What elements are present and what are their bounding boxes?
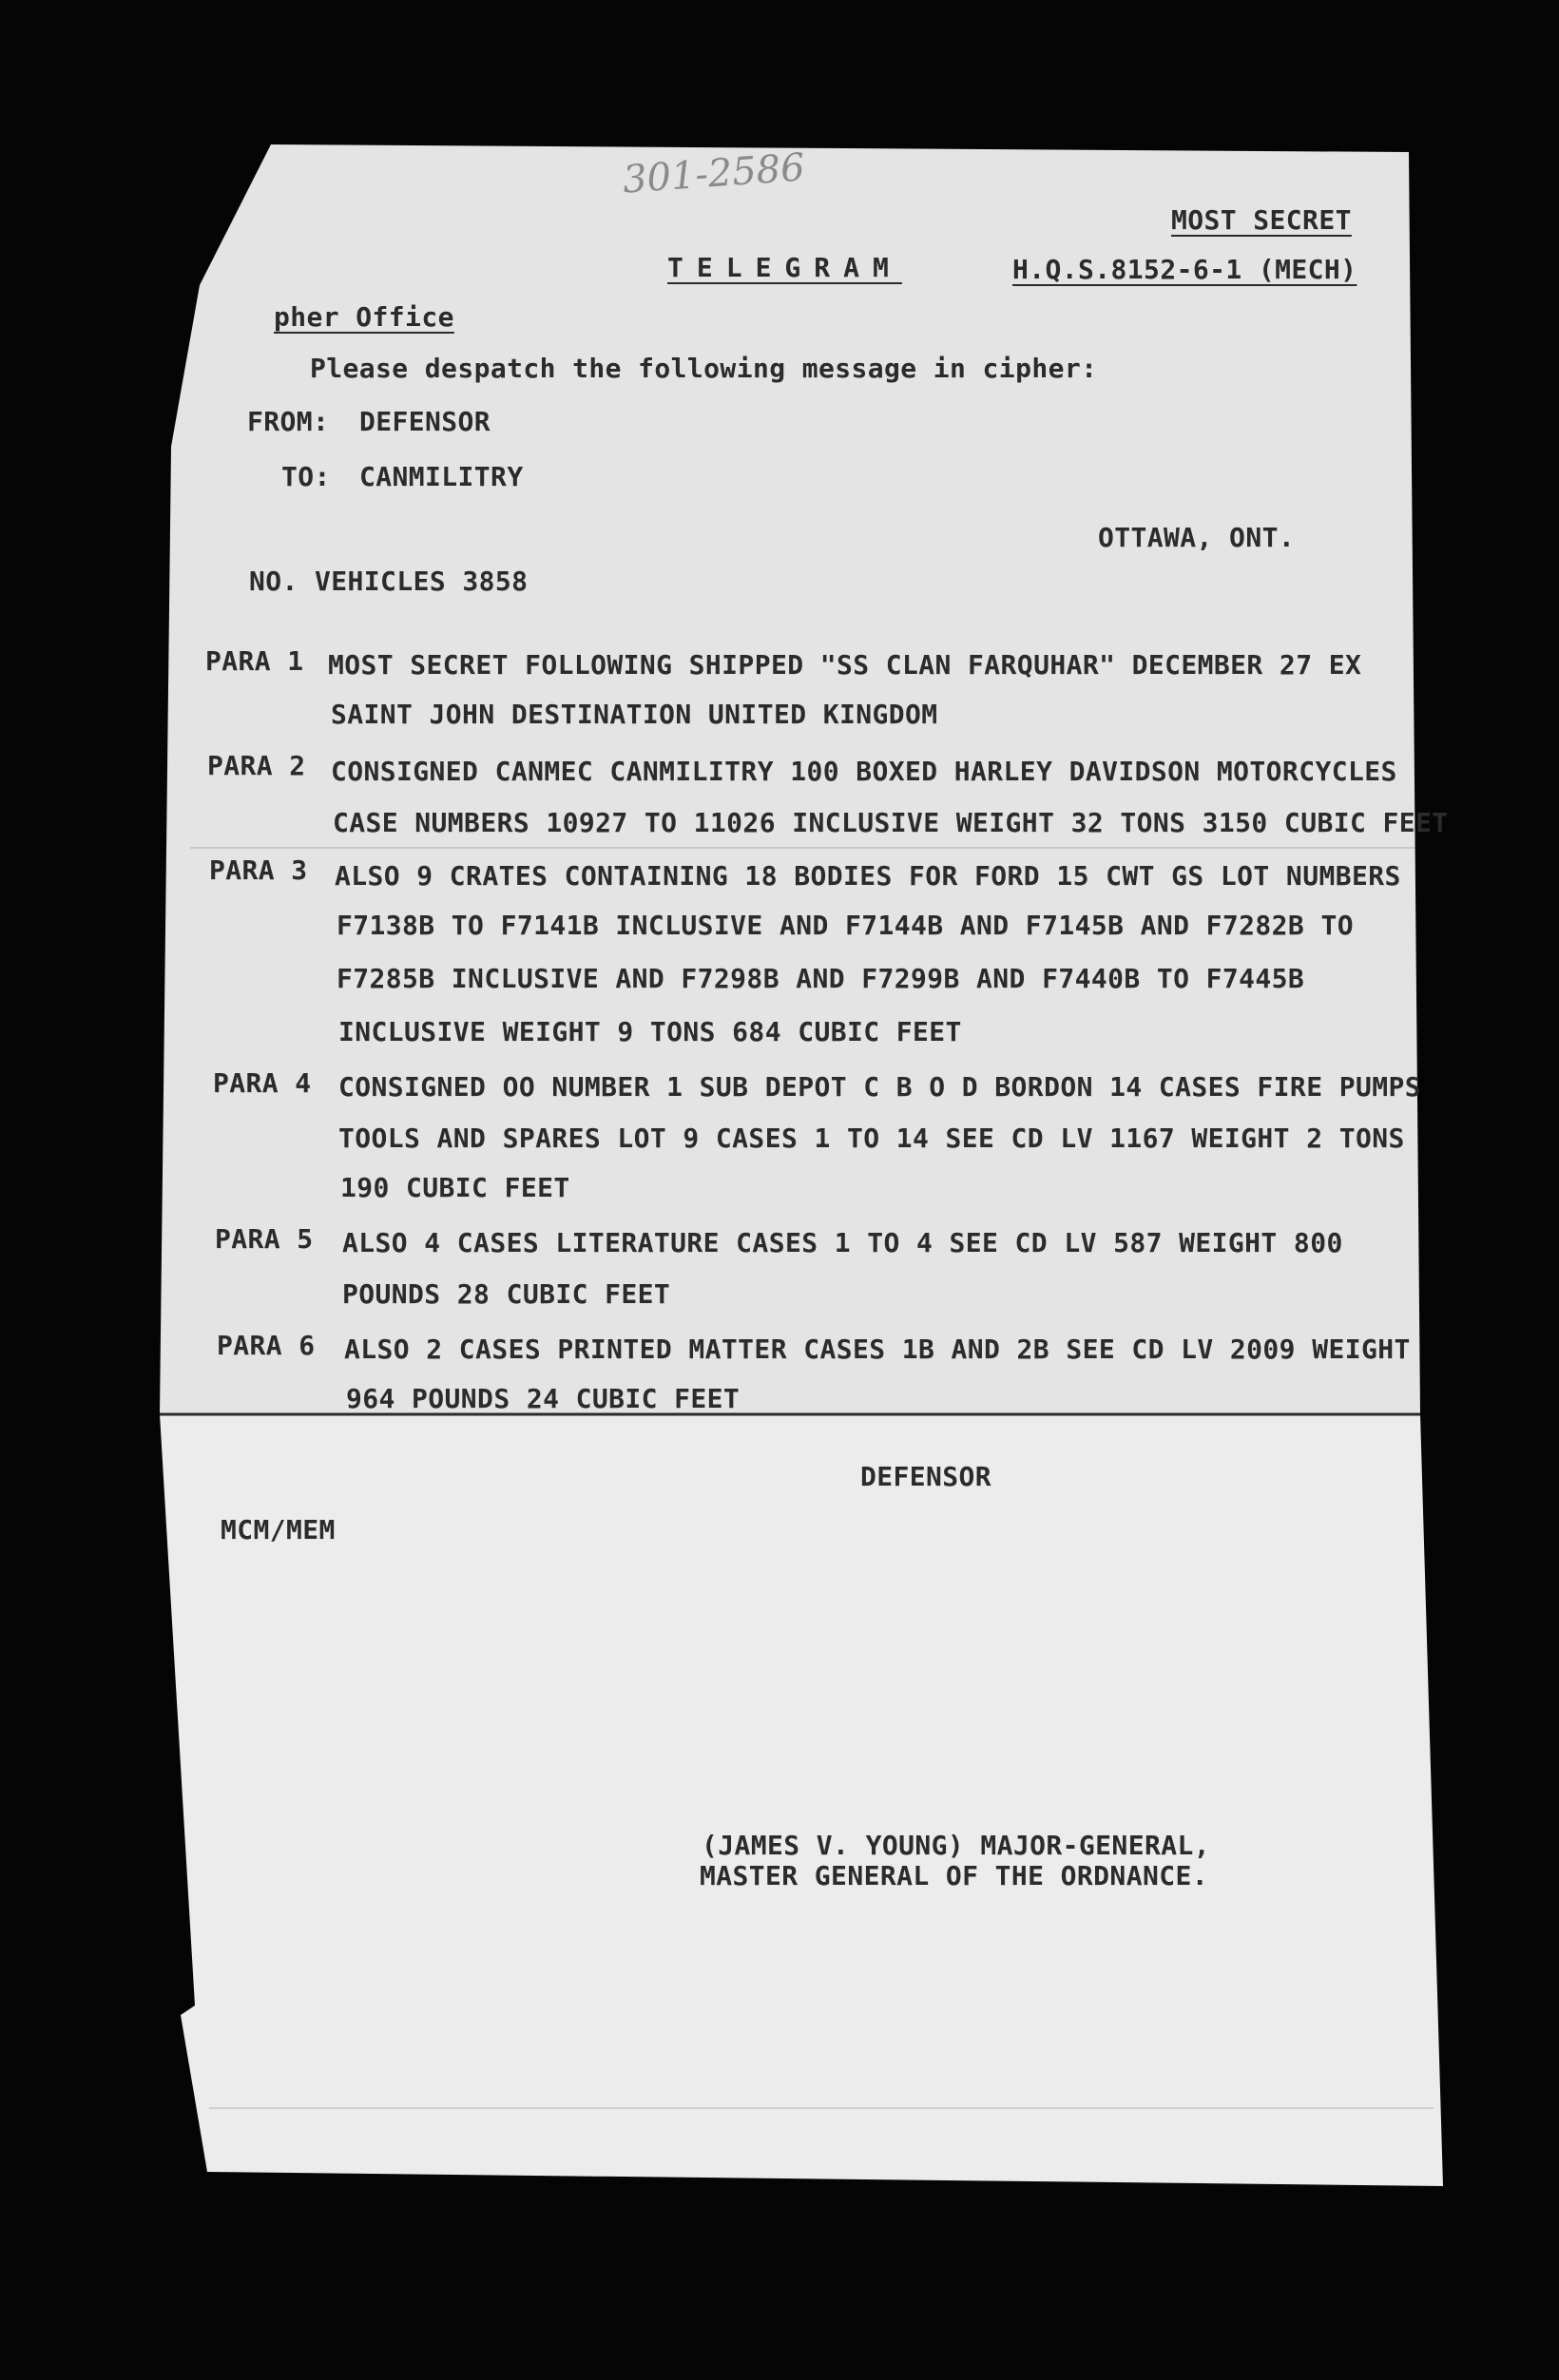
to-value: CANMILITRY: [359, 461, 524, 492]
para-line: F7138B TO F7141B INCLUSIVE AND F7144B AND F7145B AND F7282B TO: [337, 910, 1354, 941]
para-line: F7285B INCLUSIVE AND F7298B AND F7299B AND F7440B TO F7445B: [337, 963, 1305, 994]
addressee: pher Office: [274, 301, 454, 333]
signature-name: (JAMES V. YOUNG) MAJOR-GENERAL,: [702, 1830, 1210, 1861]
para-line: SAINT JOHN DESTINATION UNITED KINGDOM: [331, 699, 938, 730]
handwritten-reference: 301-2586: [621, 145, 807, 202]
para-line: INCLUSIVE WEIGHT 9 TONS 684 CUBIC FEET: [338, 1016, 962, 1047]
signature-title: MASTER GENERAL OF THE ORDNANCE.: [700, 1860, 1208, 1891]
para-line: CONSIGNED OO NUMBER 1 SUB DEPOT C B O D BORDON 14 CASES FIRE PUMPS: [338, 1071, 1421, 1103]
place-of-origin: OTTAWA, ONT.: [1098, 522, 1296, 553]
para-line: CASE NUMBERS 10927 TO 11026 INCLUSIVE WEIGHT 32 TONS 3150 CUBIC FEET: [333, 807, 1449, 838]
para-line: 964 POUNDS 24 CUBIC FEET: [346, 1383, 741, 1414]
para-line: POUNDS 28 CUBIC FEET: [342, 1278, 671, 1310]
cipher-instruction: Please despatch the following message in cipher:: [310, 353, 1098, 384]
vehicle-number-line: NO. VEHICLES 3858: [249, 566, 529, 597]
para-line: ALSO 2 CASES PRINTED MATTER CASES 1B AND 2B SEE CD LV 2009 WEIGHT: [344, 1334, 1411, 1365]
para-line: ALSO 4 CASES LITERATURE CASES 1 TO 4 SEE CD LV 587 WEIGHT 800: [342, 1227, 1343, 1258]
para-label: PARA 1: [205, 645, 304, 677]
para-line: MOST SECRET FOLLOWING SHIPPED "SS CLAN FARQUHAR" DECEMBER 27 EX: [328, 649, 1362, 681]
para-label: PARA 4: [213, 1067, 312, 1099]
para-line: 190 CUBIC FEET: [340, 1172, 570, 1203]
file-reference: H.Q.S.8152-6-1 (MECH): [1012, 254, 1357, 285]
paper-lower-page: [160, 1414, 1443, 2186]
classification-marking: MOST SECRET: [1171, 204, 1352, 236]
para-label: PARA 2: [207, 750, 306, 781]
to-label: TO:: [281, 461, 331, 492]
para-label: PARA 3: [209, 854, 308, 886]
para-line: ALSO 9 CRATES CONTAINING 18 BODIES FOR FORD 15 CWT GS LOT NUMBERS: [335, 860, 1401, 892]
para-label: PARA 5: [215, 1223, 314, 1255]
from-label: FROM:: [247, 406, 330, 437]
sender-signature: DEFENSOR: [860, 1461, 992, 1492]
para-line: TOOLS AND SPARES LOT 9 CASES 1 TO 14 SEE CD LV 1167 WEIGHT 2 TONS: [338, 1123, 1405, 1154]
para-label: PARA 6: [217, 1330, 316, 1361]
from-value: DEFENSOR: [359, 406, 491, 437]
document-type-title: TELEGRAM: [667, 252, 902, 283]
typist-initials: MCM/MEM: [221, 1514, 336, 1545]
para-line: CONSIGNED CANMEC CANMILITRY 100 BOXED HARLEY DAVIDSON MOTORCYCLES: [331, 756, 1397, 787]
